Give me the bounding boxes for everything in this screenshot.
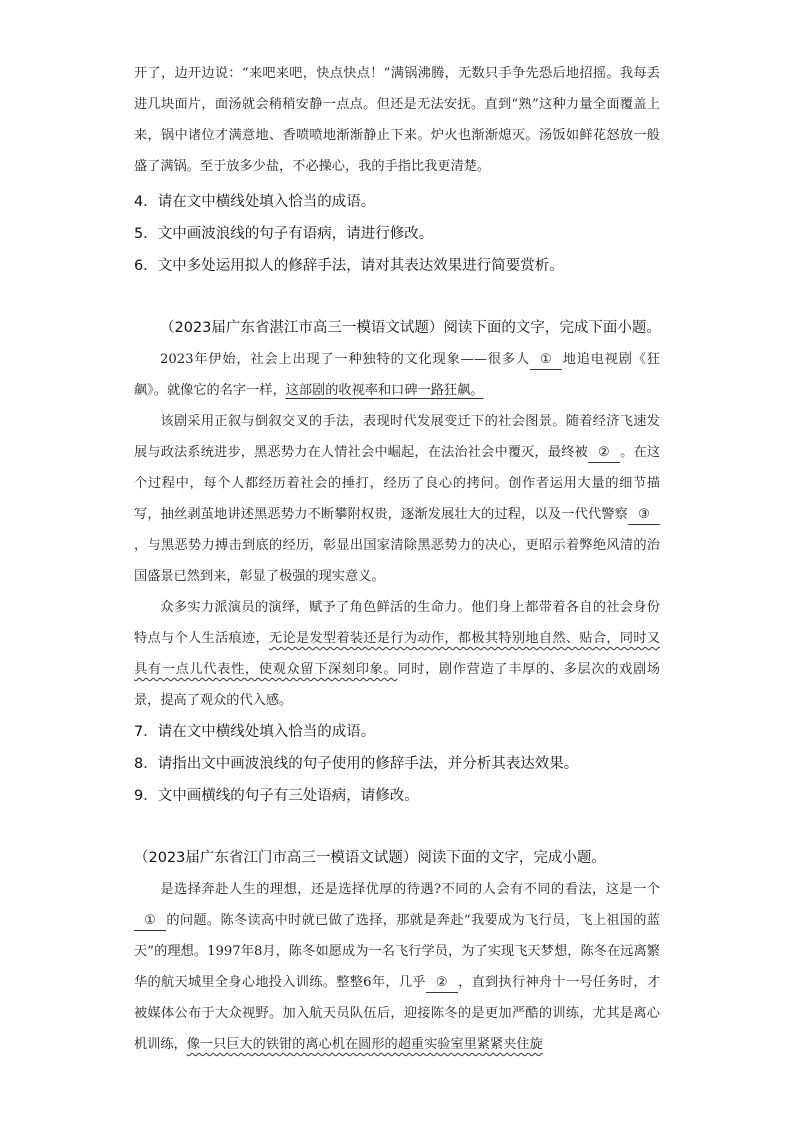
source-jiangmen: （2023届广东省江门市高三一模语文试题）阅读下面的文字，完成小题。 (134, 850, 606, 866)
blank-3: ③ (628, 506, 660, 525)
question-6: 6．文中多处运用拟人的修辞手法，请对其表达效果进行简要赏析。 (134, 258, 564, 274)
underlined-sentence: 这部剧的收视率和口碑一路狂飙。 (285, 383, 484, 398)
question-7: 7．请在文中横线处填入恰当的成语。 (134, 724, 376, 740)
question-9: 9．文中画横线的句子有三处语病，请修改。 (134, 788, 419, 804)
blank-1b: ① (134, 912, 166, 931)
blank-2: ② (588, 444, 620, 463)
passage3-paragraph: 是选择奔赴人生的理想，还是选择优厚的待遇?不同的人会有不同的看法，这是一个① 的问题。陈冬读高中时就已做了选择，那就是奔赴“我要成为飞行员，飞上祖国的蓝天”的理想。1997年8月，陈冬如愿成为一名飞行学员，为了实现飞天梦想，陈冬在远离繁华的航天城里全身心地投入训练。整整6年，几乎 ② ，直到执行神舟十一号任务时，才被媒体公布于大众视野。加入航天员队伍后，迎接陈冬的是更加严酷的训练，尤其是离心机训练，像一只巨大的铁钳的离心机在圆形的超重实验室里紧紧夹住旋 (134, 882, 661, 1052)
wavy-sentence-2: 像一只巨大的铁钳的离心机在圆形的超重实验室里紧紧夹住旋 (186, 1037, 543, 1052)
passage2-paragraph-3: 众多实力派演员的演绎，赋予了角色鲜活的生命力。他们身上都带着各自的社会身份特点与个人生活痕迹，无论是发型着装还是行为动作，都极其特别地自然、贴合，同时又具有一点儿代表性，使观众留下深刻印象。同时，剧作营造了丰厚的、多层次的戏剧场景，提高了观众的代入感。 (134, 600, 661, 708)
source-zhanjiang: （2023届广东省湛江市高三一模语文试题）阅读下面的文字，完成下面小题。 (160, 320, 661, 336)
blank-1: ① (530, 351, 562, 370)
question-5: 5．文中画波浪线的句子有语病，请进行修改。 (134, 226, 434, 242)
passage2-paragraph-1: 2023年伊始，社会上出现了一种独特的文化现象——很多人 ① 地追电视剧《狂飙》。就像它的名字一样，这部剧的收视率和口碑一路狂飙。 (134, 352, 661, 398)
passage2-paragraph-2: 该剧采用正叙与倒叙交叉的手法，表现时代发展变迁下的社会图景。随着经济飞速发展与政法系统进步，黑恶势力在人情社会中崛起，在法治社会中覆灭，最终被 ② 。在这个过程中，每个人都经历着社会的捶打，经历了良心的拷问。创作者运用大量的细节描写，抽丝剥茧地讲述黑恶势力不断攀附权贵，逐渐发展壮大的过程，以及一代代警察 ③，与黑恶势力搏击到底的经历，彰显出国家清除黑恶势力的决心，更昭示着弊绝风清的治国盛景已然到来，彰显了极强的现实意义。 (134, 414, 661, 584)
wavy-sentence: 无论是发型着装还是行为动作，都极其特别地自然、贴合，同时又具有一点儿代表性，使观众留下深刻印象。 (134, 631, 660, 677)
passage1-text: 开了，边开边说：“来吧来吧，快点快点！”满锅沸腾，无数只手争先恐后地招摇。我每丢进几块面片，面汤就会稍稍安静一点点。但还是无法安抚。直到“熟”这种力量全面覆盖上来，锅中诸位才满意地、香喷喷地渐渐静止下来。炉火也渐渐熄灭。汤饭如鲜花怒放一般盛了满锅。至于放多少盐，不必操心，我的手指比我更清楚。 (134, 66, 660, 174)
question-4: 4．请在文中横线处填入恰当的成语。 (134, 194, 376, 210)
blank-2b: ② (426, 974, 458, 993)
passage1-paragraph (134, 58, 660, 182)
question-8: 8．请指出文中画波浪线的句子使用的修辞手法，并分析其表达效果。 (134, 756, 579, 772)
